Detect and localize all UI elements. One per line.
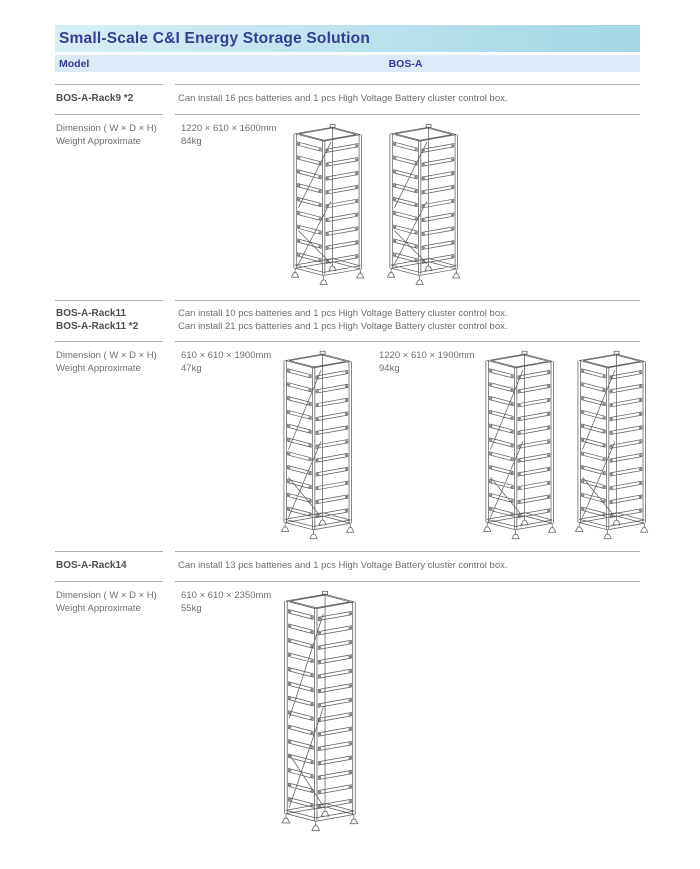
- dimension-value: 1220 × 610 × 1900mm: [379, 350, 475, 361]
- rack-isometric-drawing: [374, 123, 462, 288]
- dimension-value: 610 × 610 × 2350mm: [181, 590, 272, 601]
- divider-left: [55, 341, 163, 342]
- model-name: BOS-A-Rack11: [56, 308, 127, 319]
- divider-left: [55, 84, 163, 85]
- column-header-product: BOS-A: [388, 57, 423, 70]
- spec-labels: [55, 350, 175, 542]
- rack-isometric-drawing: [470, 350, 558, 542]
- divider-line: [55, 341, 640, 342]
- column-header-model: Model: [59, 57, 90, 70]
- weight-value: 94kg: [379, 362, 400, 374]
- section-rack11: [55, 300, 640, 542]
- divider-line: [55, 300, 640, 301]
- divider-left: [55, 114, 163, 115]
- weight-value: 55kg: [181, 602, 202, 614]
- rack-isometric-drawing: [268, 590, 360, 834]
- spec-values: [175, 123, 277, 148]
- model-name: BOS-A-Rack9 *2: [56, 93, 134, 104]
- spec-values: [175, 590, 272, 615]
- spec-values: [175, 350, 272, 375]
- rack-isometric-drawing: [562, 350, 650, 542]
- model-row: [55, 85, 640, 114]
- divider-line: [55, 84, 640, 85]
- model-row: [55, 301, 640, 341]
- divider-right: [175, 581, 640, 582]
- model-description: Can install 16 pcs batteries and 1 pcs High Voltage Battery cluster control box.: [178, 93, 508, 104]
- spec-row: [55, 342, 640, 542]
- spec-labels: [55, 123, 175, 288]
- divider-line: [55, 581, 640, 582]
- dimension-value: 1220 × 610 × 1600mm: [181, 123, 277, 134]
- weight-label: Weight Approximate: [56, 602, 141, 614]
- divider-right: [175, 84, 640, 85]
- section-rack9: [55, 84, 640, 288]
- rack-figure-group: [278, 123, 462, 288]
- divider-right: [175, 114, 640, 115]
- divider-line: [55, 114, 640, 115]
- spec-row: [55, 115, 640, 288]
- spec-values: [373, 350, 475, 375]
- dimension-value: 610 × 610 × 1900mm: [181, 350, 272, 361]
- page-title-band: [55, 25, 640, 52]
- weight-label: Weight Approximate: [56, 135, 141, 147]
- spec-row: [55, 582, 640, 834]
- model-name: BOS-A-Rack14: [56, 560, 127, 571]
- weight-value: 84kg: [181, 135, 202, 147]
- section-rack14: [55, 551, 640, 834]
- rack-isometric-drawing: [278, 123, 366, 288]
- dimension-label: Dimension ( W × D × H): [56, 123, 157, 134]
- table-header-row: [55, 55, 640, 72]
- model-name: BOS-A-Rack11 *2: [56, 321, 139, 332]
- spec-labels: [55, 590, 175, 834]
- weight-label: Weight Approximate: [56, 362, 141, 374]
- model-row: [55, 552, 640, 581]
- dimension-label: Dimension ( W × D × H): [56, 590, 157, 601]
- dimension-label: Dimension ( W × D × H): [56, 350, 157, 361]
- model-description: Can install 10 pcs batteries and 1 pcs High Voltage Battery cluster control box.: [178, 308, 508, 319]
- divider-right: [175, 341, 640, 342]
- divider-left: [55, 300, 163, 301]
- model-description: Can install 13 pcs batteries and 1 pcs High Voltage Battery cluster control box.: [178, 560, 508, 571]
- model-description: Can install 21 pcs batteries and 1 pcs High Voltage Battery cluster control box.: [178, 321, 508, 332]
- weight-value: 47kg: [181, 362, 202, 374]
- rack-figure-group: [268, 590, 360, 834]
- divider-right: [175, 300, 640, 301]
- rack-figure-group: [470, 350, 650, 542]
- rack-figure-group: [268, 350, 356, 542]
- rack-isometric-drawing: [268, 350, 356, 542]
- divider-line: [55, 551, 640, 552]
- divider-right: [175, 551, 640, 552]
- divider-left: [55, 551, 163, 552]
- page-title: Small-Scale C&I Energy Storage Solution: [59, 29, 370, 47]
- divider-left: [55, 581, 163, 582]
